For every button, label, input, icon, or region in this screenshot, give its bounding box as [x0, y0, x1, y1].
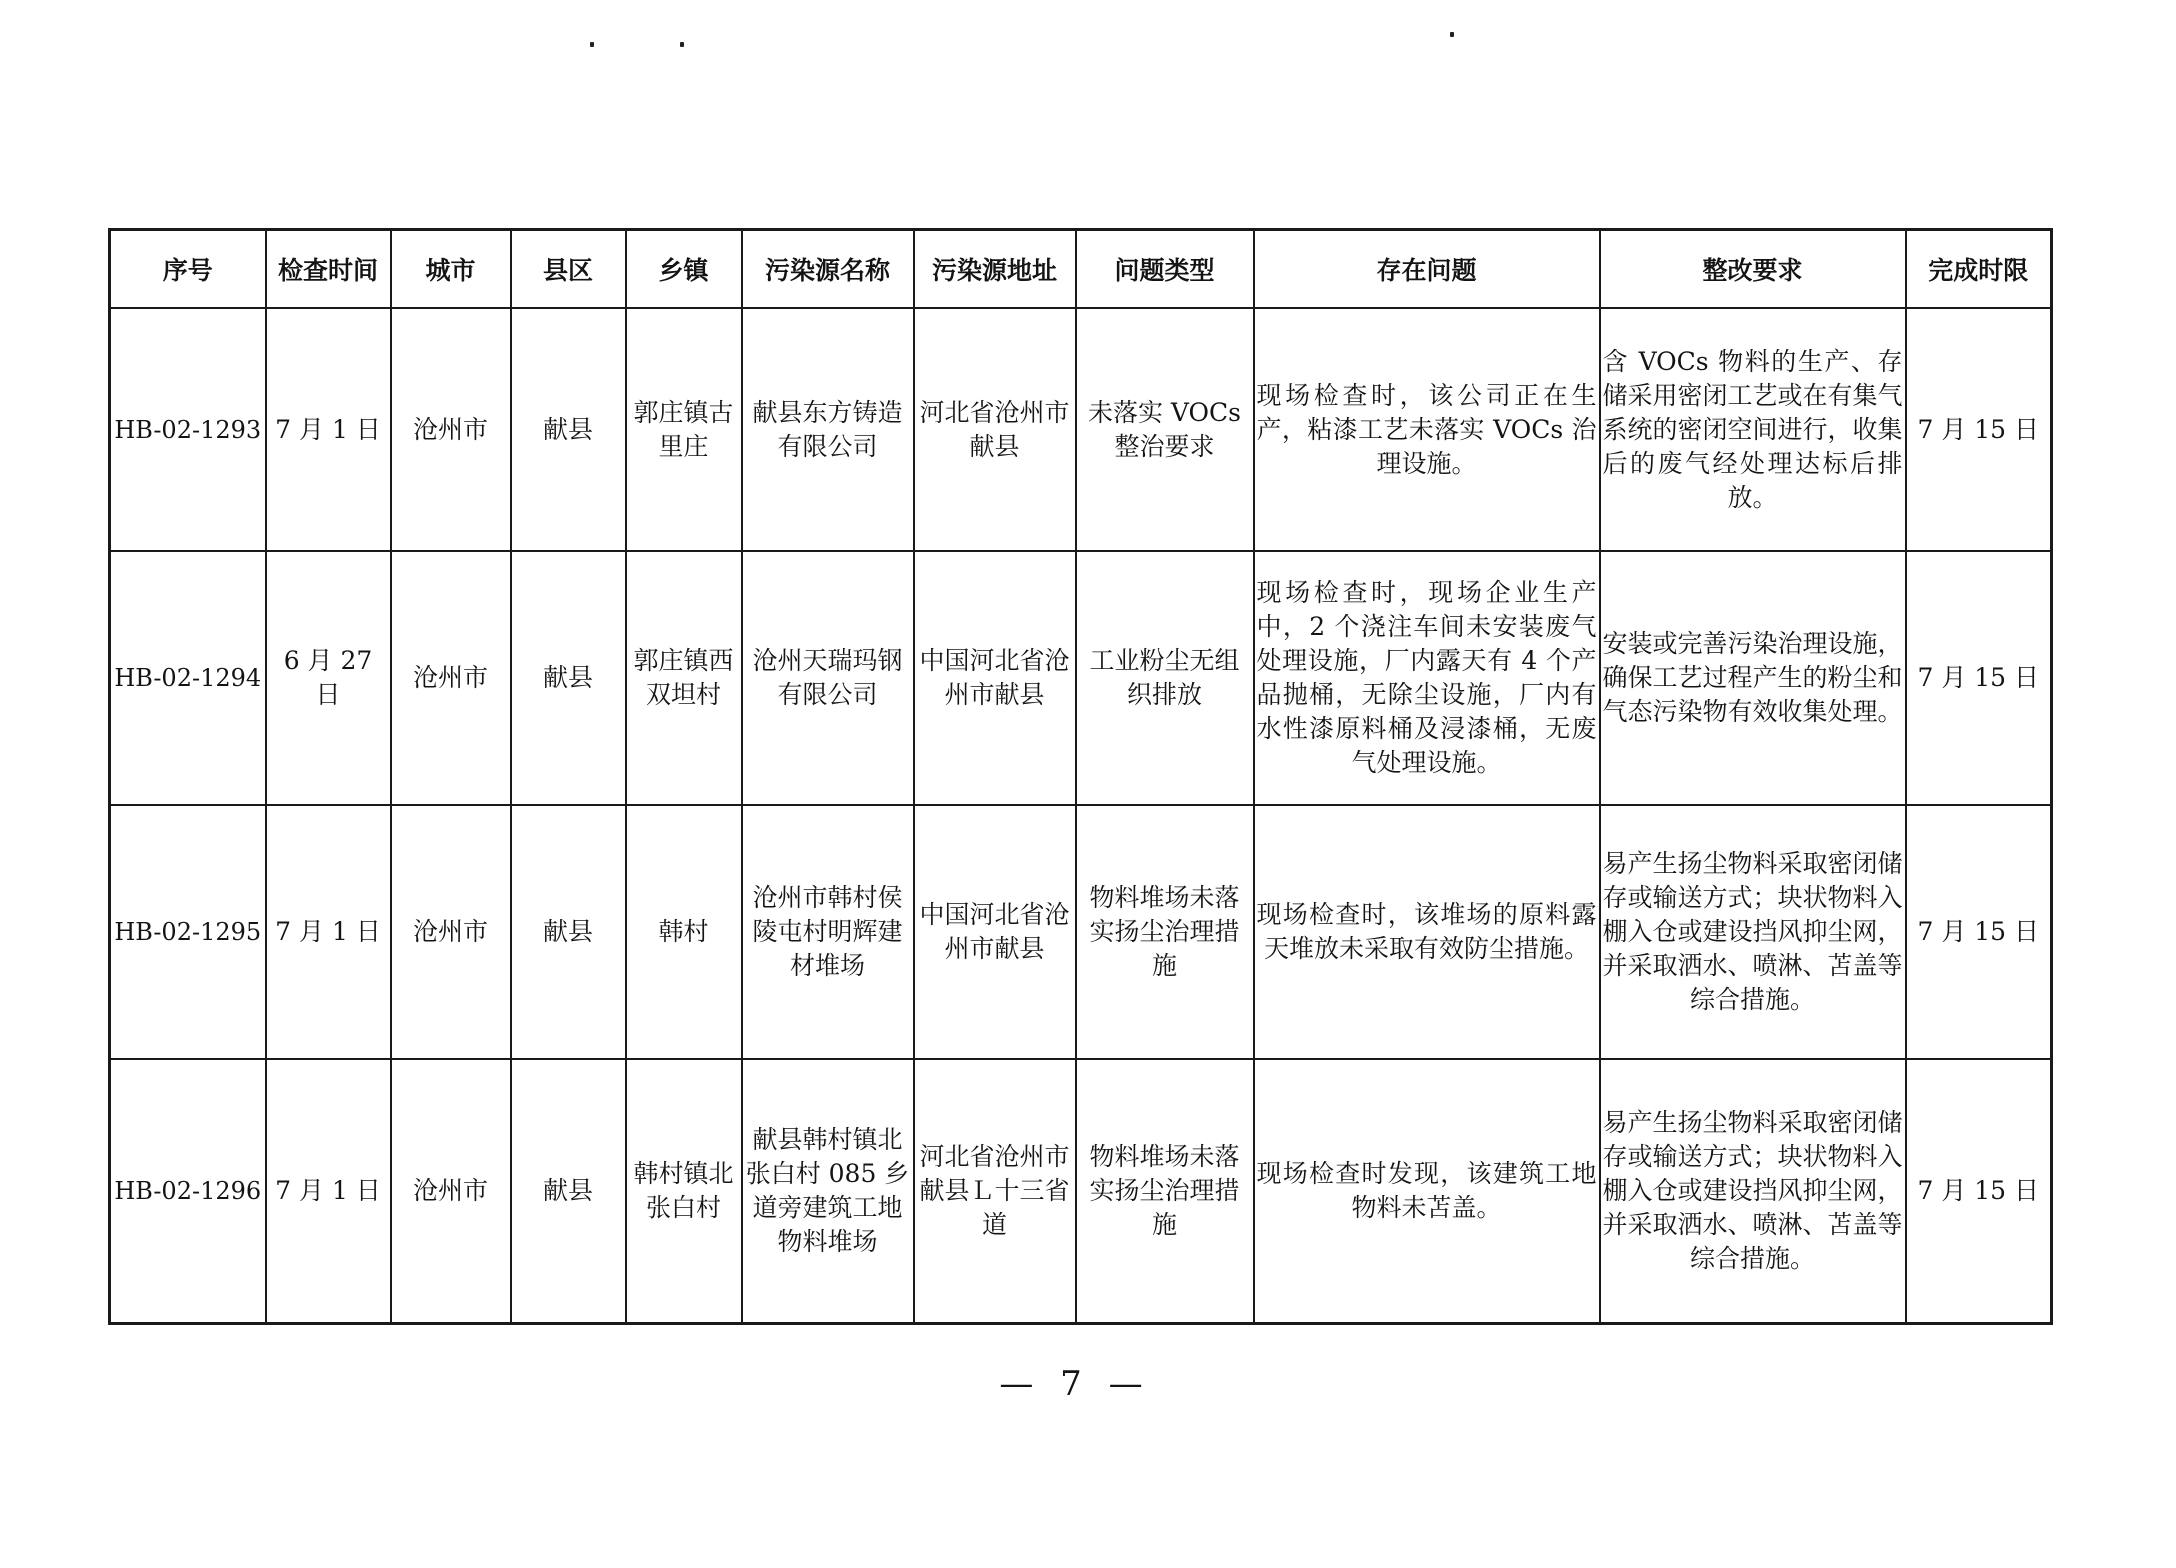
inspection-table-container	[108, 228, 2050, 1325]
header-cell-deadline: 完成时限	[1906, 230, 2052, 309]
cell-id: HB-02-1294	[110, 551, 266, 805]
header-cell-date: 检查时间	[266, 230, 391, 309]
cell-deadline: 7 月 15 日	[1906, 805, 2052, 1059]
cell-id: HB-02-1293	[110, 308, 266, 551]
cell-city: 沧州市	[391, 551, 511, 805]
cell-source-name: 沧州市韩村侯陵屯村明辉建材堆场	[742, 805, 914, 1059]
cell-id: HB-02-1296	[110, 1059, 266, 1324]
cell-issue-type: 未落实 VOCs 整治要求	[1076, 308, 1254, 551]
cell-deadline: 7 月 15 日	[1906, 551, 2052, 805]
cell-deadline: 7 月 15 日	[1906, 1059, 2052, 1324]
cell-address: 河北省沧州市献县	[914, 308, 1076, 551]
cell-deadline: 7 月 15 日	[1906, 308, 2052, 551]
cell-requirement: 含 VOCs 物料的生产、存储采用密闭工艺或在有集气系统的密闭空间进行，收集后的废气经处理达标后排放。	[1600, 308, 1906, 551]
page-number: — 7 —	[999, 1364, 1151, 1404]
cell-problem: 现场检查时，该公司正在生产，粘漆工艺未落实 VOCs 治理设施。	[1254, 308, 1600, 551]
cell-town: 郭庄镇西双坦村	[626, 551, 742, 805]
cell-town: 韩村	[626, 805, 742, 1059]
cell-city: 沧州市	[391, 1059, 511, 1324]
table-header-row	[110, 230, 2052, 309]
cell-county: 献县	[511, 1059, 626, 1324]
cell-requirement: 易产生扬尘物料采取密闭储存或输送方式；块状物料入棚入仓或建设挡风抑尘网，并采取洒水、喷淋、苫盖等综合措施。	[1600, 1059, 1906, 1324]
header-cell-county: 县区	[511, 230, 626, 309]
cell-problem: 现场检查时，该堆场的原料露天堆放未采取有效防尘措施。	[1254, 805, 1600, 1059]
header-cell-town: 乡镇	[626, 230, 742, 309]
cell-address: 中国河北省沧州市献县	[914, 805, 1076, 1059]
cell-county: 献县	[511, 308, 626, 551]
cell-issue-type: 工业粉尘无组织排放	[1076, 551, 1254, 805]
cell-date: 7 月 1 日	[266, 308, 391, 551]
header-cell-address: 污染源地址	[914, 230, 1076, 309]
cell-county: 献县	[511, 551, 626, 805]
cell-town: 郭庄镇古里庄	[626, 308, 742, 551]
scan-speck	[680, 42, 684, 47]
header-cell-issue-type: 问题类型	[1076, 230, 1254, 309]
cell-requirement: 易产生扬尘物料采取密闭储存或输送方式；块状物料入棚入仓或建设挡风抑尘网，并采取洒水、喷淋、苫盖等综合措施。	[1600, 805, 1906, 1059]
cell-problem: 现场检查时，现场企业生产中，2 个浇注车间未安装废气处理设施，厂内露天有 4 个产品抛桶，无除尘设施，厂内有水性漆原料桶及浸漆桶，无废气处理设施。	[1254, 551, 1600, 805]
header-cell-id: 序号	[110, 230, 266, 309]
table-row	[110, 308, 2052, 551]
header-cell-requirement: 整改要求	[1600, 230, 1906, 309]
table-row	[110, 805, 2052, 1059]
scan-speck	[1450, 32, 1454, 37]
table-row	[110, 1059, 2052, 1324]
cell-county: 献县	[511, 805, 626, 1059]
cell-town: 韩村镇北张白村	[626, 1059, 742, 1324]
cell-source-name: 沧州天瑞玛钢有限公司	[742, 551, 914, 805]
cell-requirement: 安装或完善污染治理设施，确保工艺过程产生的粉尘和气态污染物有效收集处理。	[1600, 551, 1906, 805]
inspection-table	[108, 228, 2053, 1325]
table-row	[110, 551, 2052, 805]
cell-date: 7 月 1 日	[266, 1059, 391, 1324]
header-cell-source-name: 污染源名称	[742, 230, 914, 309]
cell-city: 沧州市	[391, 805, 511, 1059]
header-cell-city: 城市	[391, 230, 511, 309]
cell-source-name: 献县韩村镇北张白村 085 乡道旁建筑工地物料堆场	[742, 1059, 914, 1324]
cell-issue-type: 物料堆场未落实扬尘治理措施	[1076, 805, 1254, 1059]
cell-address: 中国河北省沧州市献县	[914, 551, 1076, 805]
cell-problem: 现场检查时发现，该建筑工地物料未苫盖。	[1254, 1059, 1600, 1324]
cell-issue-type: 物料堆场未落实扬尘治理措施	[1076, 1059, 1254, 1324]
cell-id: HB-02-1295	[110, 805, 266, 1059]
cell-address: 河北省沧州市献县Ｌ十三省道	[914, 1059, 1076, 1324]
cell-date: 7 月 1 日	[266, 805, 391, 1059]
cell-date: 6 月 27 日	[266, 551, 391, 805]
header-cell-problem: 存在问题	[1254, 230, 1600, 309]
cell-source-name: 献县东方铸造有限公司	[742, 308, 914, 551]
scan-speck	[590, 42, 594, 47]
cell-city: 沧州市	[391, 308, 511, 551]
